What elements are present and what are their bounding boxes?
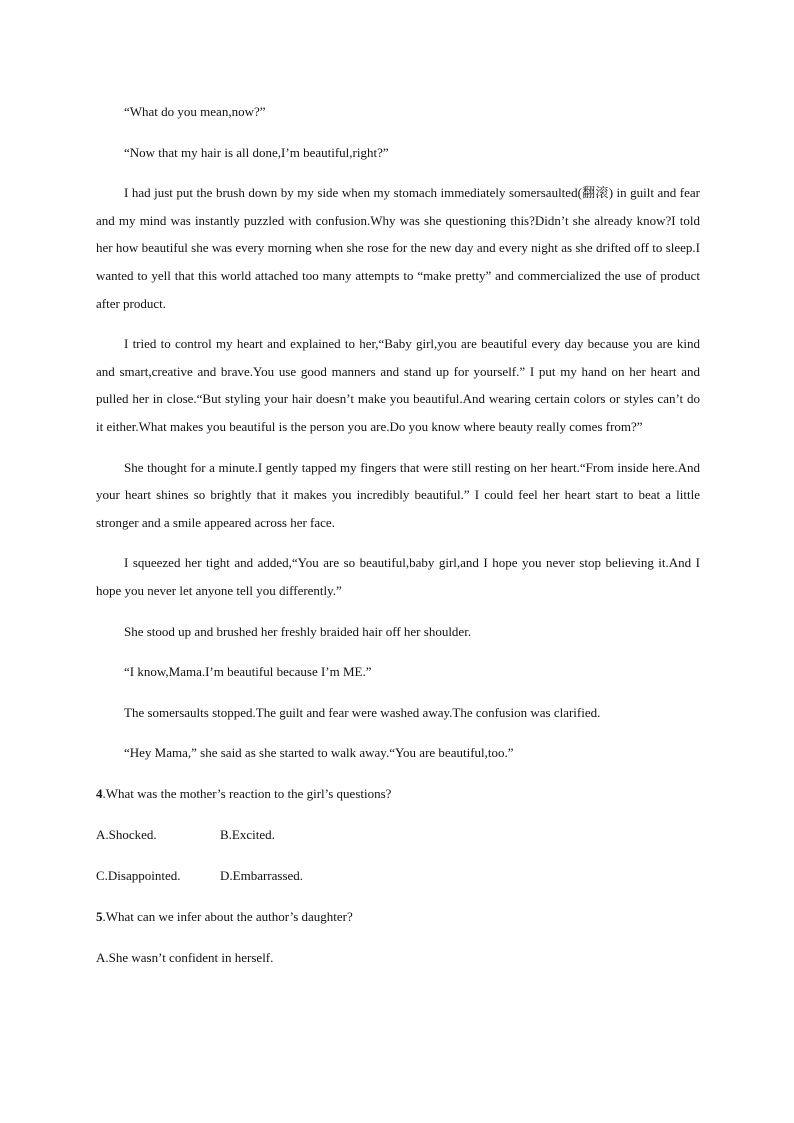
passage-paragraph: She stood up and brushed her freshly braided hair off her shoulder. bbox=[124, 623, 472, 639]
passage-paragraph: “Hey Mama,” she said as she started to walk away.“You are beautiful,too.” bbox=[124, 745, 514, 761]
question-number: 5 bbox=[96, 909, 103, 925]
question-4-options-row-1 bbox=[96, 821, 700, 849]
passage-paragraph: I squeezed her tight and added,“You are so beautiful,baby girl,and I hope you never stop believing it.And I hope you never let anyone tell you differently.” bbox=[96, 555, 700, 598]
passage-paragraph: “Now that my hair is all done,I’m beautiful,right?” bbox=[124, 144, 389, 160]
question-4 bbox=[96, 780, 700, 808]
passage-paragraph: I had just put the brush down by my side when my stomach immediately somersaulted(翻滚) in guilt and fear and my mind was instantly puzzled with confusion.Why was she questioning this?Didn’t she already know?I told her how beautiful she was every morning when she rose for the new day and every night as she drifted off to sleep.I wanted to yell that this world attached too many attempts to “make pretty” and commercialized the use of product after product. bbox=[96, 185, 700, 311]
passage-paragraph: “I know,Mama.I’m beautiful because I’m ME.” bbox=[124, 664, 372, 680]
option-d: D.Embarrassed. bbox=[220, 868, 304, 884]
document-page bbox=[96, 98, 700, 985]
question-5 bbox=[96, 903, 700, 931]
question-text: .What can we infer about the author’s daughter? bbox=[102, 909, 353, 925]
question-number: 4 bbox=[96, 785, 103, 801]
passage-paragraph: The somersaults stopped.The guilt and fear were washed away.The confusion was clarified. bbox=[124, 704, 601, 720]
passage-paragraph: I tried to control my heart and explained to her,“Baby girl,you are beautiful every day because you are kind and smart,creative and brave.You use good manners and stand up for yourself.” I put my hand on her heart and pulled her in close.“But styling your hair doesn’t make you beautiful.And wearing certain colors or styles can’t do it either.What makes you beautiful is the person you are.Do you know where beauty really comes from?” bbox=[96, 336, 700, 434]
option-b: B.Excited. bbox=[220, 826, 275, 842]
passage-paragraph: She thought for a minute.I gently tapped my fingers that were still resting on her heart.“From inside here.And your heart shines so brightly that it makes you incredibly beautiful.” I could feel her heart start to beat a little stronger and a smile appeared across her face. bbox=[96, 459, 700, 530]
question-5-options bbox=[96, 944, 700, 972]
option-a: A.Shocked. bbox=[96, 826, 157, 842]
question-4-options-row-2 bbox=[96, 862, 700, 890]
option-a: A.She wasn’t confident in herself. bbox=[96, 950, 274, 966]
question-text: .What was the mother’s reaction to the girl’s questions? bbox=[102, 785, 392, 801]
option-c: C.Disappointed. bbox=[96, 868, 181, 884]
passage-paragraph: “What do you mean,now?” bbox=[124, 104, 266, 119]
